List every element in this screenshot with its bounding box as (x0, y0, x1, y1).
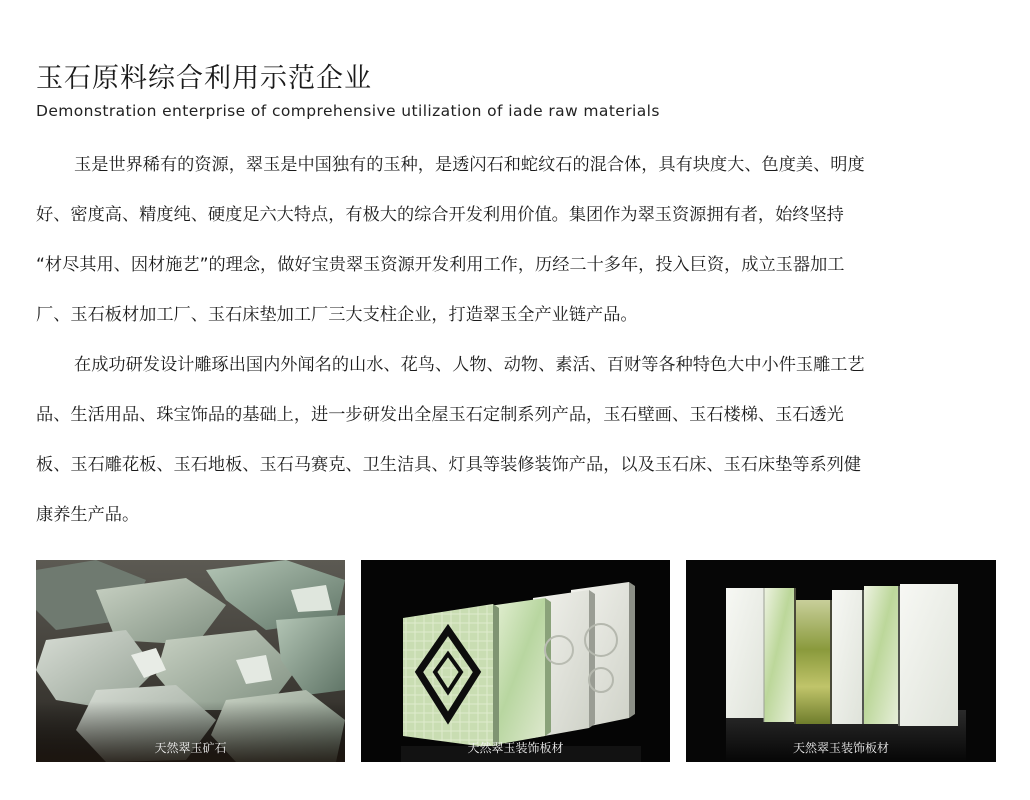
jade-ore-image (36, 560, 345, 762)
paragraph-1-line-3: “材尽其用、因材施艺”的理念，做好宝贵翠玉资源开发利用工作，历经二十多年，投入巨资，成立玉器加工 (36, 255, 845, 275)
decorative-slabs-image (686, 560, 996, 762)
paragraph-2-line-2: 品、生活用品、珠宝饰品的基础上，进一步研发出全屋玉石定制系列产品，玉石壁画、玉石楼梯、玉石透光 (36, 405, 844, 425)
paragraph-1-line-2: 好、密度高、精度纯、硬度足六大特点，有极大的综合开发利用价值。集团作为翠玉资源拥有者，始终坚持 (36, 205, 844, 225)
paragraph-1-line-4: 厂、玉石板材加工厂、玉石床垫加工厂三大支柱企业，打造翠玉全产业链产品。 (36, 305, 638, 325)
body-text (36, 140, 998, 540)
page-title: 玉石原料综合利用示范企业 (36, 63, 372, 94)
paragraph-2-line-3: 板、玉石雕花板、玉石地板、玉石马赛克、卫生洁具、灯具等装修装饰产品，以及玉石床、玉石床垫等系列健 (36, 455, 862, 475)
decorative-panels-photo (361, 560, 670, 762)
paragraph-1-line-1: 玉是世界稀有的资源，翠玉是中国独有的玉种，是透闪石和蛇纹石的混合体，具有块度大、色度美、明度 (74, 155, 865, 175)
decorative-panels-caption: 天然翠玉装饰板材 (467, 741, 564, 755)
decorative-slabs-photo (686, 560, 996, 762)
paragraph-2-line-4: 康养生产品。 (36, 505, 140, 525)
paragraph-2-line-1: 在成功研发设计雕琢出国内外闻名的山水、花鸟、人物、动物、素活、百财等各种特色大中小件玉雕工艺 (74, 355, 865, 375)
jade-ore-photo (36, 560, 345, 762)
jade-ore-caption: 天然翠玉矿石 (154, 741, 227, 755)
decorative-slabs-caption: 天然翠玉装饰板材 (792, 741, 889, 755)
page-subtitle: Demonstration enterprise of comprehensive utilization of iade raw materials (36, 102, 660, 120)
decorative-panels-image (361, 560, 670, 762)
